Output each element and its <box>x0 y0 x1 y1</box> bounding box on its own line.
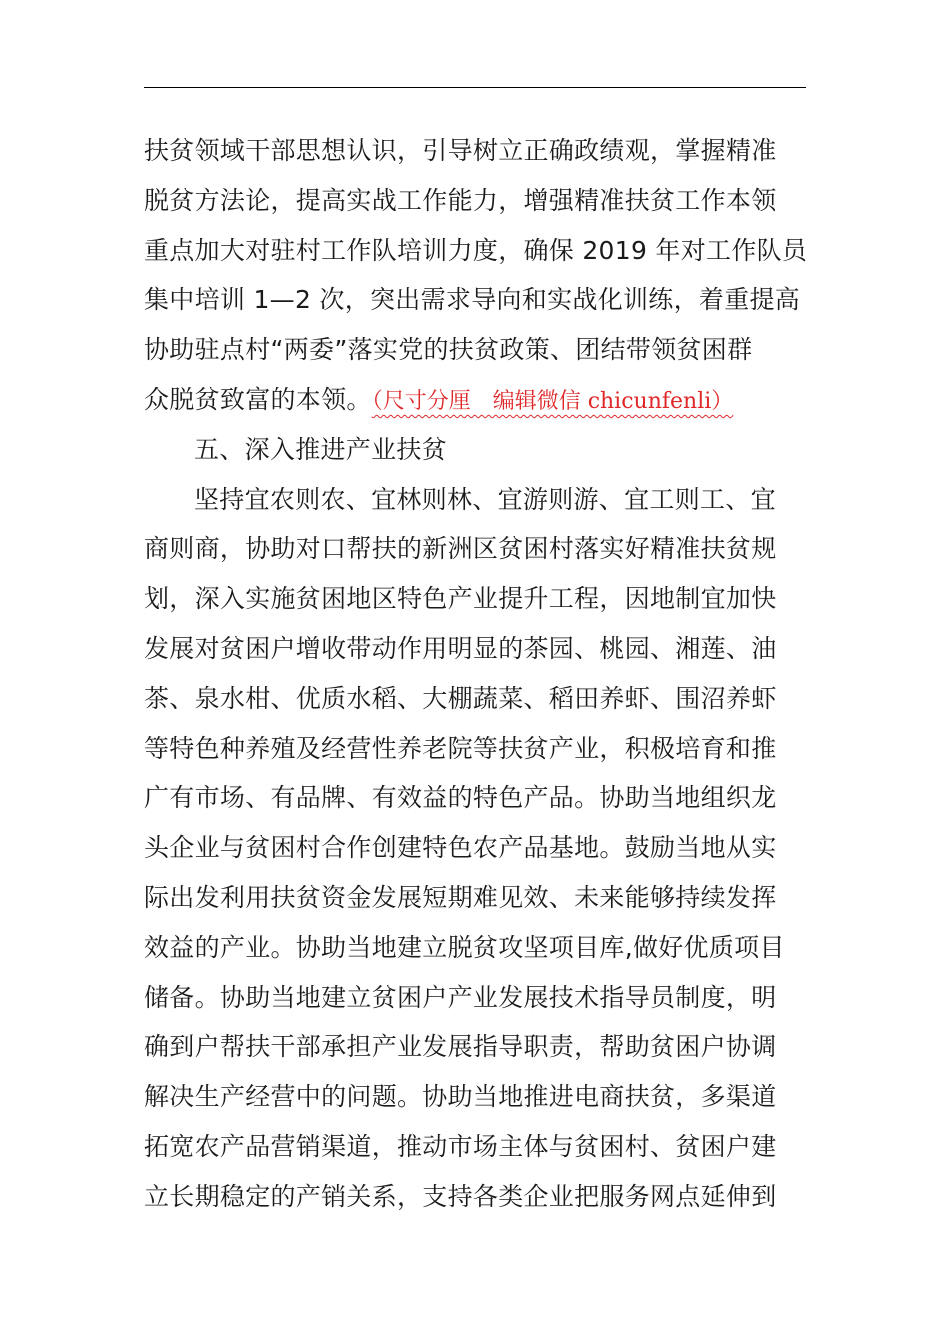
paragraph-line: 解决生产经营中的问题。协助当地推进电商扶贫，多渠道 <box>144 1082 777 1112</box>
text-line: 扶贫领域干部思想认识，引导树立正确政绩观，掌握精准 <box>144 136 777 165</box>
header-rule <box>144 87 806 88</box>
paragraph-line: 效益的产业。协助当地建立脱贫攻坚项目库,做好优质项目 <box>144 932 785 962</box>
body-text <box>144 126 808 1222</box>
editor-note: （尺寸分厘 编辑微信 chicunfenli） <box>371 388 734 414</box>
paragraph-line: 头企业与贫困村合作创建特色农产品基地。鼓励当地从实 <box>144 833 777 863</box>
paragraph-line: 发展对贫困户增收带动作用明显的茶园、桃园、湘莲、油 <box>144 633 777 663</box>
paragraph-line: 商则商，协助对口帮扶的新洲区贫困村落实好精准扶贫规 <box>144 534 777 564</box>
paragraph-line: 广有市场、有品牌、有效益的特色产品。协助当地组织龙 <box>144 783 777 813</box>
section-heading: 五、深入推进产业扶贫 <box>194 434 448 464</box>
paragraph-line: 等特色种养殖及经营性养老院等扶贫产业，积极培育和推 <box>144 733 777 763</box>
paragraph-line: 际出发利用扶贫资金发展短期难见效、未来能够持续发挥 <box>144 882 777 912</box>
paragraph-first-line: 坚持宜农则农、宜林则林、宜游则游、宜工则工、宜 <box>194 484 776 514</box>
paragraph-line: 茶、泉水柑、优质水稻、大棚蔬菜、稻田养虾、围沼养虾 <box>144 683 777 713</box>
paragraph-line: 确到户帮扶干部承担产业发展指导职责，帮助贫困户协调 <box>144 1032 777 1062</box>
text-line-with-note <box>144 375 808 425</box>
text-line: 集中培训 1—2 次，突出需求导向和实战化训练，着重提高 <box>144 285 801 315</box>
paragraph-line: 立长期稳定的产销关系，支持各类企业把服务网点延伸到 <box>144 1181 777 1211</box>
paragraph-line: 划，深入实施贫困地区特色产业提升工程，因地制宜加快 <box>144 584 777 614</box>
paragraph-line: 储备。协助当地建立贫困户产业发展技术指导员制度，明 <box>144 982 777 1012</box>
text-line: 重点加大对驻村工作队培训力度，确保 2019 年对工作队员 <box>144 235 808 265</box>
text-line: 协助驻点村“两委”落实党的扶贫政策、团结带领贫困群 <box>144 335 753 365</box>
text-line: 脱贫方法论，提高实战工作能力，增强精准扶贫工作本领 <box>144 185 777 215</box>
text-line-end: 众脱贫致富的本领。 <box>144 384 372 414</box>
paragraph-line: 拓宽农产品营销渠道，推动市场主体与贫困村、贫困户建 <box>144 1131 777 1161</box>
